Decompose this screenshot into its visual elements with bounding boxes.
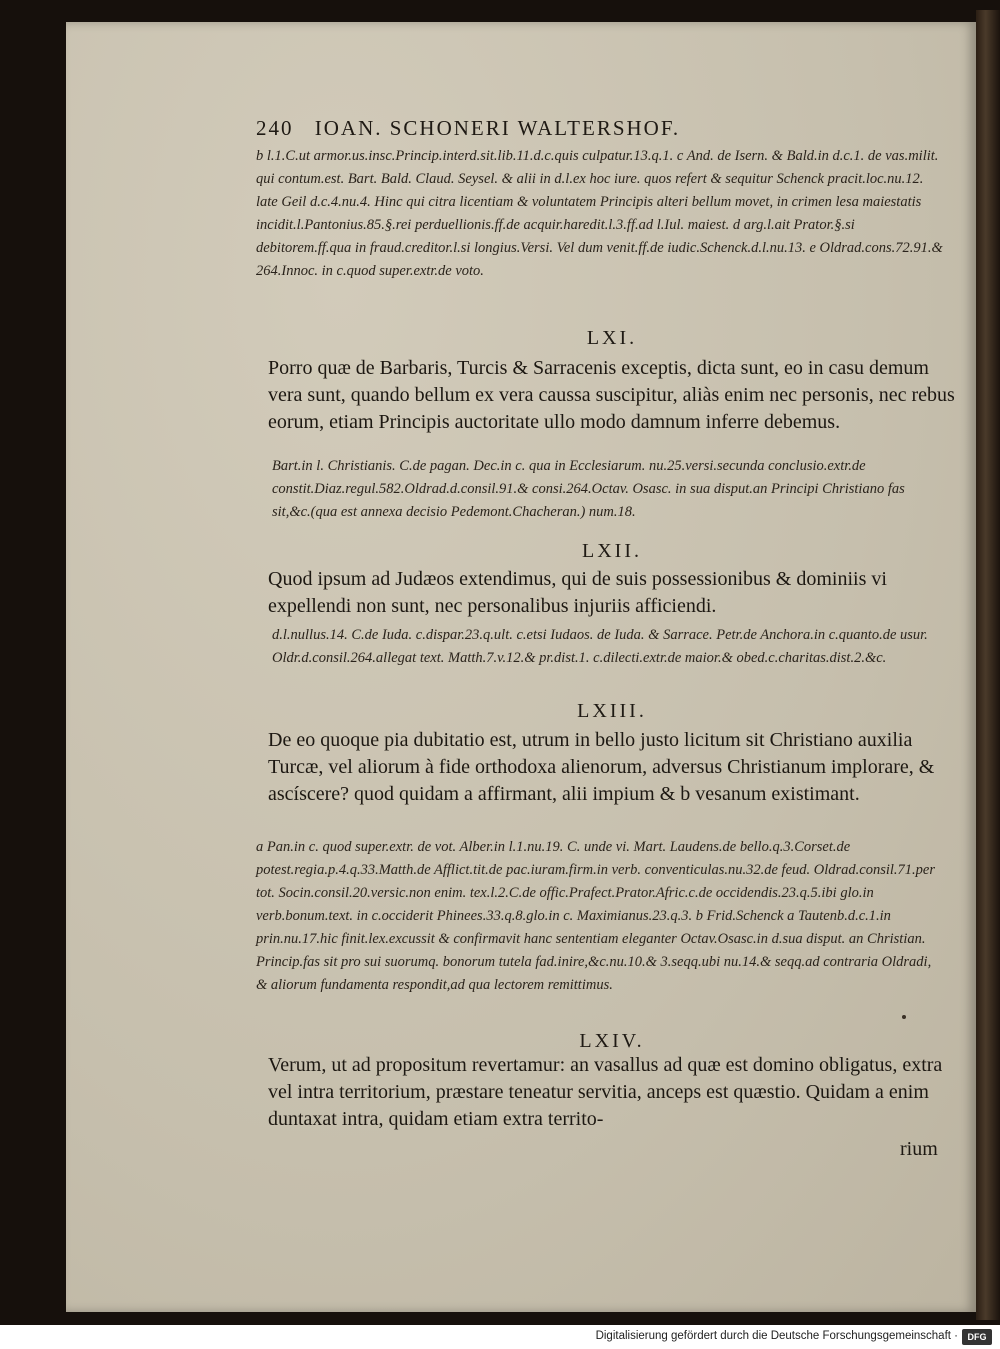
footnote-block-3: d.l.nullus.14. C.de Iuda. c.dispar.23.q.ult. c.etsi Iudaos. de Iuda. & Sarrace. Petr.de Anchora.in c.quanto.de usur. Oldr.d.consil.264.allegat text. Matth.7.v.12.& pr.dist.1. c.dilecti.extr.de maior.& obed.c.charitas.dist.2.&c. <box>272 627 928 666</box>
digitization-credit: Digitalisierung gefördert durch die Deutsche Forschungsgemeinschaft · <box>595 1330 958 1342</box>
footnote-block-4: a Pan.in c. quod super.extr. de vot. Alber.in l.1.nu.19. C. unde vi. Mart. Laudens.de bello.q.3.Corset.de potest.regia.p.4.q.33.Matth.de Afflict.tit.de pac.iuram.firm.in verb. conventiculas.nu.32.de feud. Oldrad.consil.71.per tot. Socin.consil.20.versic.non enim. tex.l.2.C.de offic.Prafect.Prator.Afric.c.de occidendis.23.q.5.ibi glo.in verb.bonum.text. in c.occiderit Phinees.33.q.8.glo.in c. Maximianus.23.q.3. b Frid.Schenck a Tautenb.d.c.1.in prin.nu.17.hic finit.lex.excussit & confirmavit hanc sententiam eleganter Octav.Osasc.in d.sua disput. an Christian. Princip.fas sit pro sui suorumq. bonorum tutela fad.inire,&c.nu.10.& 3.seqq.ubi nu.14.& seqq.ad contraria Oldradi, & aliorum fundamenta respondit,ad qua lectorem remittimus. <box>256 839 935 993</box>
book-spine-edge <box>976 10 1000 1320</box>
running-header <box>256 116 956 141</box>
footnote-block-2: Bart.in l. Christianis. C.de pagan. Dec.in c. qua in Ecclesiarum. nu.25.versi.secunda conclusio.extr.de constit.Diaz.regul.582.Oldrad.d.consil.91.& consi.264.Octav. Osasc. in sua disput.an Principi Christiano fas sit,&c.(qua est annexa decisio Pedemont.Chacheran.) num.18. <box>272 458 905 520</box>
running-title: IOAN. SCHONERI WALTERSHOF. <box>314 116 681 140</box>
section-number-lxii: LXII. <box>582 540 642 562</box>
section-number-lxiii: LXIII. <box>577 700 647 722</box>
ink-speck <box>902 1015 906 1019</box>
page-number: 240 <box>256 116 294 140</box>
section-text-lxiii: De eo quoque pia dubitatio est, utrum in bello justo licitum sit Christiano auxilia Turcæ, vel aliorum à fide orthodoxa alienorum, adversus Christianum implorare, & ascíscere? quod quidam a affirmant, alii impium & b vesanum existimant. <box>268 729 935 805</box>
dfg-logo: DFG <box>962 1329 992 1345</box>
section-text-lxi: Porro quæ de Barbaris, Turcis & Sarracenis exceptis, dicta sunt, eo in casu demum vera sunt, quando bellum ex vera caussa suscipitur, aliàs enim nec personis, nec rebus eorum, etiam Principis auctoritate ullo modo damnum inferre debemus. <box>268 357 955 433</box>
catchword: rium <box>900 1138 938 1160</box>
footnote-block-1: b l.1.C.ut armor.us.insc.Princip.interd.sit.lib.11.d.c.quis culpatur.13.q.1. c And. de Isern. & Bald.in d.c.1. de vas.milit. qui contum.est. Bart. Bald. Claud. Seysel. & alii in d.l.ex hoc iure. quos refert & sequitur Schenck pracit.loc.nu.12. late Geil d.c.4.nu.4. Hinc qui citra licentiam & voluntatem Principis alteri bellum movet, in crimen lesa maiestatis incidit.l.Pantonius.85.§.rei perduellionis.ff.de acquir.haredit.l.3.ff.ad l.Iul. maiest. d arg.l.ait Prator.§.si debitorem.ff.qua in fraud.creditor.l.si longius.Versi. Vel dum venit.ff.de iudic.Schenck.d.l.nu.13. e Oldrad.cons.72.91.& 264.Innoc. in c.quod super.extr.de voto. <box>256 148 943 279</box>
section-text-lxii: Quod ipsum ad Judæos extendimus, qui de suis possessionibus & dominiis vi expellendi non sunt, nec personalibus injuriis afficiendi. <box>268 568 887 617</box>
section-number-lxi: LXI. <box>586 327 638 349</box>
section-text-lxiv: Verum, ut ad propositum revertamur: an vasallus ad quæ est domino obligatus, extra vel intra territorium, præstare teneatur servitia, anceps est quæstio. Quidam a enim duntaxat intra, quidam etiam extra territo- <box>268 1054 943 1130</box>
footer-bar <box>0 1325 1000 1349</box>
section-number-lxiv: LXIV. <box>579 1030 645 1052</box>
